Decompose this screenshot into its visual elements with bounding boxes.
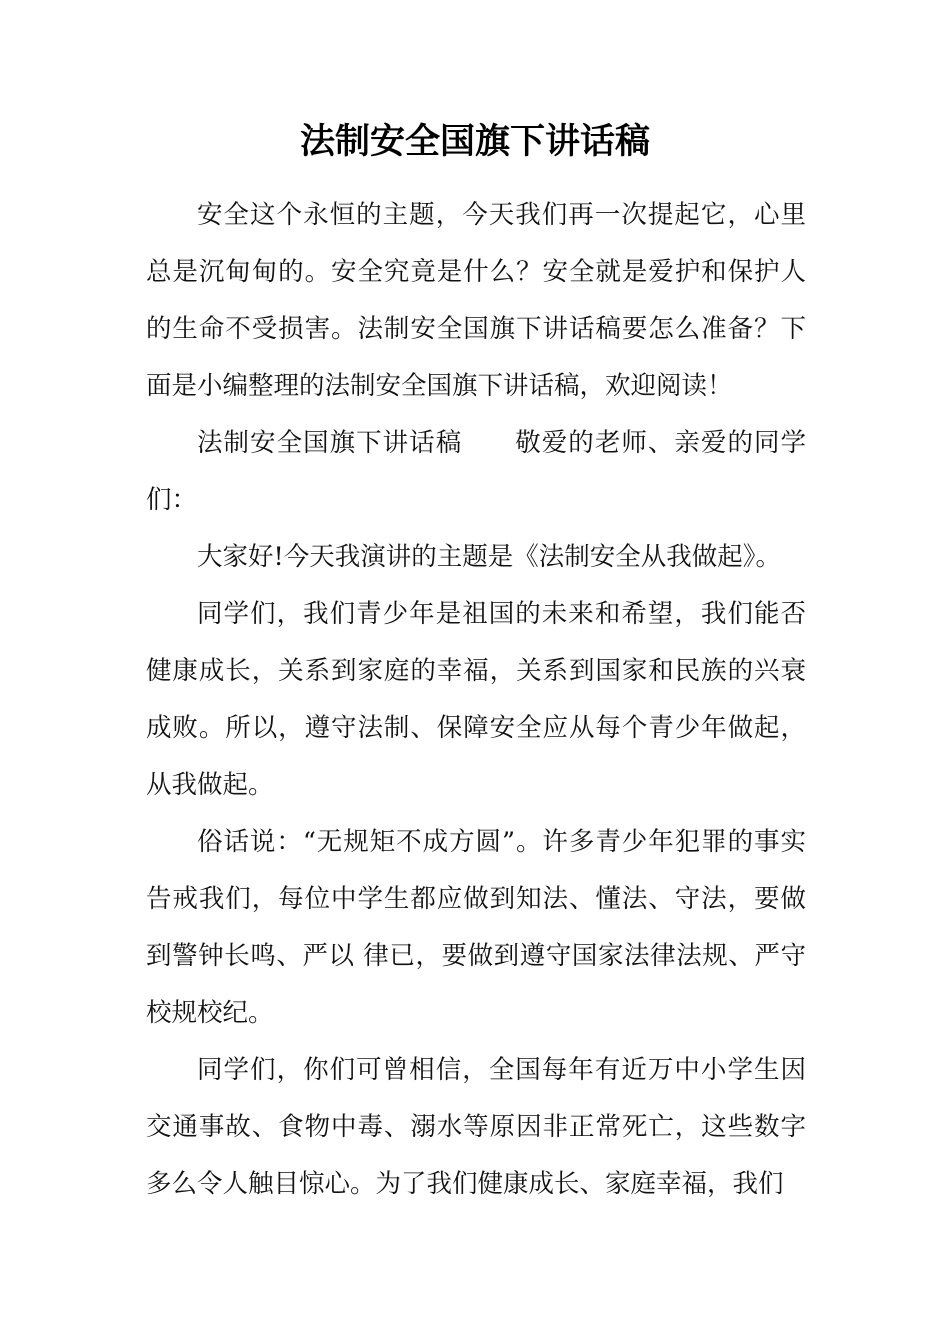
paragraph-youth: 同学们，我们青少年是祖国的未来和希望，我们能否健康成长，关系到家庭的幸福，关系到国家和民族的兴衰成败。所以，遵守法制、保障安全应从每个青少年做起，从我做起。	[146, 599, 806, 800]
paragraph-salutation: 法制安全国旗下讲话稿 敬爱的老师、亲爱的同学们：	[146, 428, 806, 515]
paragraph-intro: 安全这个永恒的主题，今天我们再一次提起它，心里总是沉甸甸的。安全究竟是什么？安全就是爱护和保护人的生命不受损害。法制安全国旗下讲话稿要怎么准备？下面是小编整理的法制安全国旗下讲话稿，欢迎阅读！	[146, 200, 806, 401]
paragraph-greeting: 大家好!今天我演讲的主题是《法制安全从我做起》。	[197, 542, 781, 572]
paragraph-statistics: 同学们，你们可曾相信，全国每年有近万中小学生因交通事故、食物中毒、溺水等原因非正常死亡，这些数字多么令人触目惊心。为了我们健康成长、家庭幸福，我们	[146, 1055, 806, 1199]
paragraph-proverb: 俗话说：“无规矩不成方圆”。许多青少年犯罪的事实告戒我们，每位中学生都应做到知法、懂法、守法，要做到警钟长鸣、严以 律已，要做到遵守国家法律法规、严守校规校纪。	[146, 827, 806, 1028]
document-body	[146, 187, 806, 1213]
document-title: 法制安全国旗下讲话稿	[299, 122, 650, 162]
